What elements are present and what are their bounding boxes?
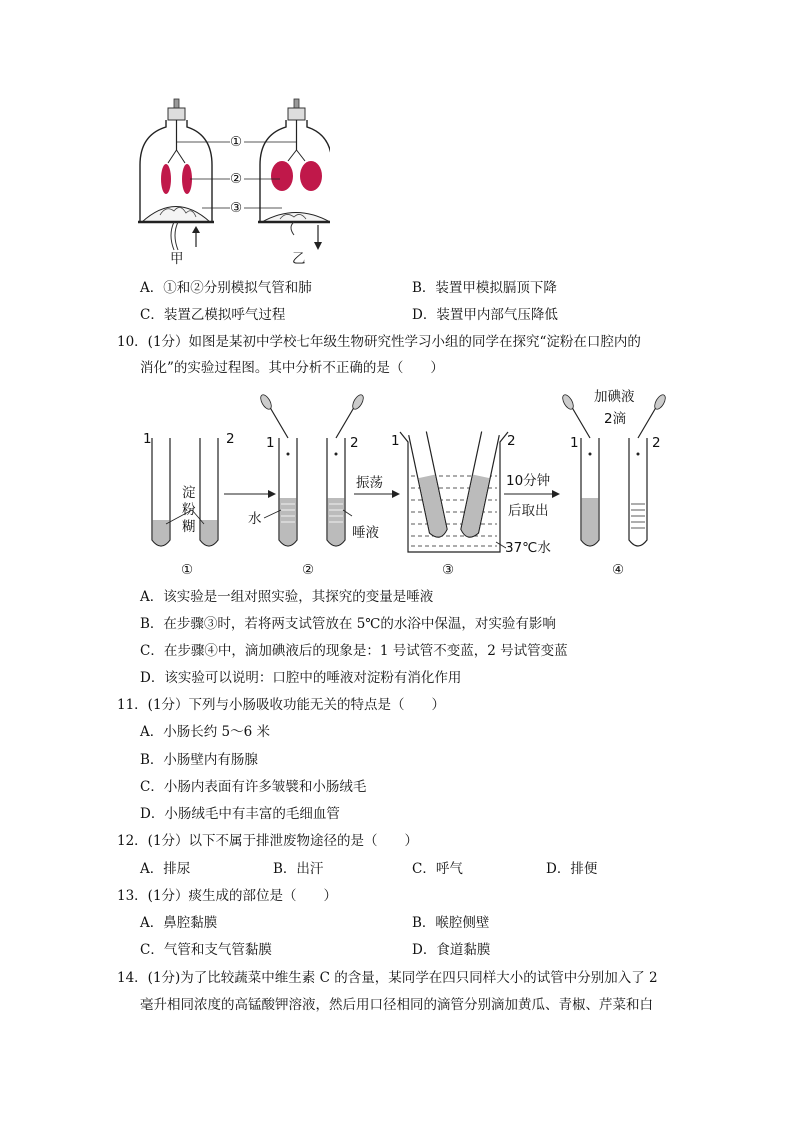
fig2-take-out-label: 后取出 (508, 503, 549, 519)
bell-jar-yi (258, 99, 330, 250)
q13-option-d: D．食道黏膜 (412, 942, 491, 958)
fig2-shake-label: 振荡 (356, 475, 383, 491)
q9-option-b: B．装置甲模拟膈顶下降 (412, 280, 557, 296)
q10-option-a: A．该实验是一组对照实验，其探究的变量是唾液 (140, 589, 434, 605)
q10-option-c: C．在步骤④中，滴加碘液后的现象是：1 号试管不变蓝，2 号试管变蓝 (140, 643, 568, 659)
fig2-water37-label: 37℃水 (505, 540, 551, 556)
callout-1: ① (230, 134, 243, 150)
fig2-tube1-step1: 1 (143, 431, 152, 447)
label-yi: 乙 (292, 251, 306, 267)
fig2-water-label: 水 (248, 511, 262, 527)
q13-option-c: C．气管和支气管黏膜 (140, 942, 272, 958)
fig2-step1-marker: ① (181, 562, 194, 578)
q13-stem: 13．(1分）痰生成的部位是（ ） (117, 888, 338, 904)
q10-stem-line2: 消化”的实验过程图。其中分析不正确的是（ ） (140, 360, 444, 376)
fig2-starch-char3: 糊 (182, 519, 196, 535)
callout-2: ② (230, 171, 243, 187)
fig2-tube2-step3: 2 (507, 433, 516, 449)
q12-option-d: D．排便 (546, 861, 598, 877)
q9-option-c: C．装置乙模拟呼气过程 (140, 307, 286, 323)
fig2-tube2-step2: 2 (350, 435, 359, 451)
q13-option-a: A．鼻腔黏膜 (140, 915, 218, 931)
fig2-step4-marker: ④ (612, 562, 625, 578)
q11-option-c: C．小肠内表面有许多皱襞和小肠绒毛 (140, 779, 367, 795)
q9-option-a: A．①和②分别模拟气管和肺 (140, 280, 312, 296)
fig2-saliva-label: 唾液 (352, 525, 379, 541)
q12-stem: 12．(1分）以下不属于排泄废物途径的是（ ） (117, 833, 419, 849)
fig2-tube1-step2: 1 (266, 435, 275, 451)
q11-option-d: D．小肠绒毛中有丰富的毛细血管 (140, 806, 340, 822)
fig2-two-drops-label: 2滴 (604, 411, 627, 427)
q12-option-b: B．出汗 (273, 861, 324, 877)
q11-stem: 11．(1分）下列与小肠吸收功能无关的特点是（ ） (117, 697, 446, 713)
fig2-tube1-step3: 1 (391, 433, 400, 449)
fig2-tube1-step4: 1 (570, 435, 579, 451)
q14-stem-line1: 14．(1分)为了比较蔬菜中维生素 C 的含量，某同学在四只同样大小的试管中分别加入了 2 (117, 970, 658, 986)
q10-stem-line1: 10．(1分）如图是某初中学校七年级生物研究性学习小组的同学在探究“淀粉在口腔内的 (117, 334, 641, 350)
fig2-ten-min-label: 10分钟 (506, 473, 551, 489)
step2-tubes (259, 393, 366, 546)
callout-3: ③ (230, 200, 243, 216)
q9-option-d: D．装置甲内部气压降低 (412, 307, 558, 323)
fig2-starch-char1: 淀 (182, 485, 196, 501)
q10-option-b: B．在步骤③时，若将两支试管放在 5℃的水浴中保温，对实验有影响 (140, 616, 556, 632)
fig2-starch-char2: 粉 (182, 502, 196, 518)
fig2-tube2-step4: 2 (652, 435, 661, 451)
label-jia: 甲 (170, 251, 184, 267)
bell-jar-jia (138, 99, 214, 250)
q12-option-c: C．呼气 (412, 861, 463, 877)
q11-option-a: A．小肠长约 5～6 米 (140, 724, 271, 740)
q10-option-d: D．该实验可以说明：口腔中的唾液对淀粉有消化作用 (140, 670, 462, 686)
q13-option-b: B．喉腔侧壁 (412, 915, 490, 931)
fig2-iodine-label: 加碘液 (594, 389, 635, 405)
fig2-step3-marker: ③ (442, 562, 455, 578)
step3-beaker (400, 431, 508, 552)
fig2-step2-marker: ② (302, 562, 315, 578)
q12-option-a: A．排尿 (140, 861, 191, 877)
q11-option-b: B．小肠壁内有肠腺 (140, 752, 258, 768)
starch-digestion-figure (138, 392, 678, 582)
q14-stem-line2: 毫升相同浓度的高锰酸钾溶液，然后用口径相同的滴管分别滴加黄瓜、青椒、芹菜和白 (140, 997, 653, 1013)
fig2-tube2-step1: 2 (226, 431, 235, 447)
